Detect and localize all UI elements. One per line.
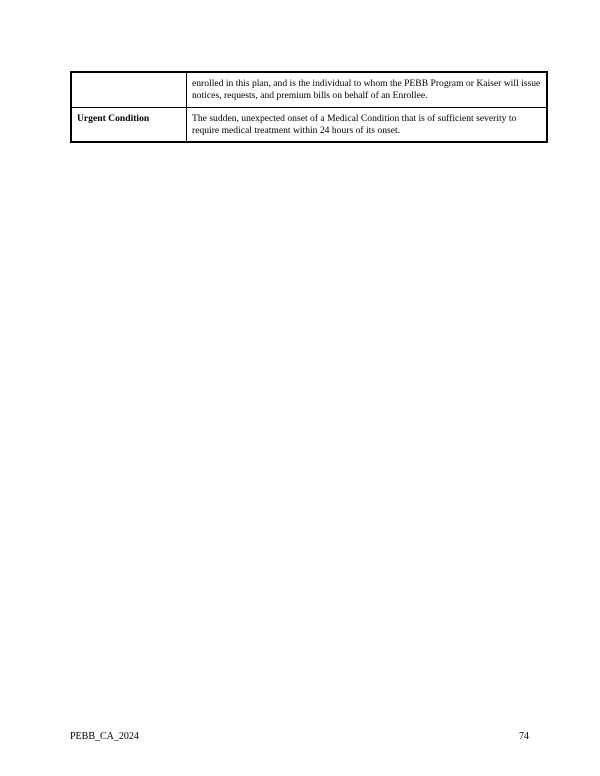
definition-cell: enrolled in this plan, and is the individual to whom the PEBB Program or Kaiser will issue notices, requests, and premium bills on behalf of an Enrollee. xyxy=(187,72,548,108)
table-row xyxy=(71,72,547,108)
footer-document-id: PEBB_CA_2024 xyxy=(70,731,139,742)
term-cell: Urgent Condition xyxy=(71,108,187,143)
footer-page-number: 74 xyxy=(519,731,529,742)
definitions-table xyxy=(70,71,548,143)
term-cell xyxy=(71,72,187,108)
table-row xyxy=(71,108,547,143)
definition-cell: The sudden, unexpected onset of a Medical Condition that is of sufficient severity to require medical treatment within 24 hours of its onset. xyxy=(187,108,548,143)
